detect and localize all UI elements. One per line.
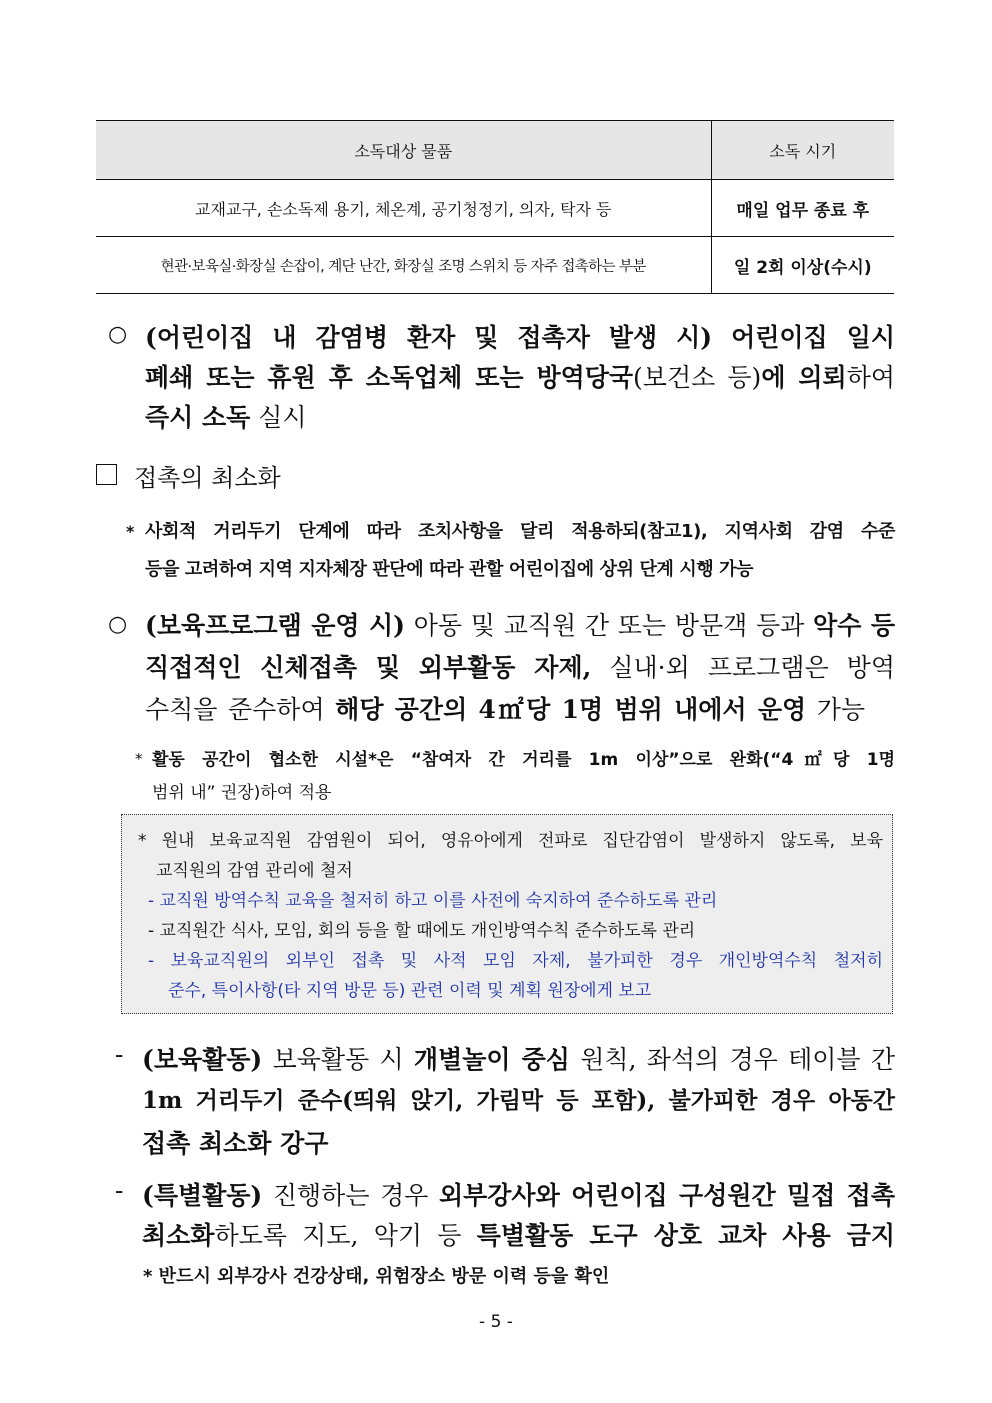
table-header-row — [96, 121, 894, 180]
sec3-line1-d: 원칙, 좌석의 경우 테이블 간 — [569, 1045, 895, 1074]
disinfection-table — [96, 120, 894, 294]
sec1-line1: (어린이집 내 감염병 환자 및 접촉자 발생 시) 어린이집 일시 — [145, 323, 895, 352]
sec1-line3-b: 실시 — [250, 403, 307, 432]
box-line5: - 보육교직원의 외부인 접촉 및 사적 모임 자제, 불가피한 경우 개인방역수칙 철저히 — [148, 951, 883, 971]
sec4-line1-a: (특별활동) — [142, 1181, 263, 1210]
sec2-line3-c: 가능 — [806, 695, 865, 724]
table-cell: 일 2회 이상(수시) — [711, 237, 894, 294]
note2-line2: 범위 내” 권장)하여 적용 — [152, 783, 332, 803]
page-number: - 5 - — [479, 1312, 513, 1332]
note1-line1: 사회적 거리두기 단계에 따라 조치사항을 달리 적용하되(참고1), 지역사회 감염 수준 — [145, 521, 895, 542]
table-header-timing: 소독 시기 — [711, 121, 894, 180]
sec2-line3-a: 수칙을 준수하여 — [145, 695, 336, 724]
circle-bullet: ○ — [108, 322, 128, 347]
sec4-note: * 반드시 외부강사 건강상태, 위험장소 방문 이력 등을 확인 — [143, 1266, 610, 1287]
sec4-line2-b: 하도록 지도, 악기 등 — [214, 1221, 477, 1250]
sec4-line1-c: 외부강사와 어린이집 구성원간 밀접 접촉 — [438, 1181, 895, 1210]
sec1-line2-c: 에 의뢰 — [761, 363, 847, 392]
sec1-line2 — [145, 358, 895, 394]
table-row — [96, 180, 894, 237]
table-cell: 현관·보육실·화장실 손잡이, 계단 난간, 화장실 조명 스위치 등 자주 접촉하는 부분 — [96, 237, 711, 294]
section-heading: 접촉의 최소화 — [134, 464, 281, 492]
note1-mark: * — [126, 522, 135, 541]
box-line1: * 원내 보육교직원 감염원이 되어, 영유아에게 전파로 집단감염이 발생하지 않도록, 보육 — [138, 831, 883, 851]
sec4-line1-b: 진행하는 경우 — [262, 1181, 439, 1210]
box-line4: - 교직원간 식사, 모임, 회의 등을 할 때에도 개인방역수칙 준수하도록 관리 — [148, 921, 696, 941]
note2-line1: 활동 공간이 협소한 시설*은 “참여자 간 거리를 1m 이상”으로 완화(“4㎡당 1명 — [152, 750, 895, 770]
sec1-line2-d: 하여 — [846, 363, 895, 392]
sec4-line2-a: 최소화 — [142, 1221, 215, 1250]
sec3-line1 — [142, 1040, 895, 1076]
circle-bullet: ○ — [108, 612, 128, 637]
sec1-line2-a: 폐쇄 또는 휴원 후 소독업체 또는 방역당국 — [145, 363, 634, 392]
dash-bullet: - — [115, 1040, 124, 1069]
sec1-line3 — [145, 398, 307, 434]
box-line2: 교직원의 감염 관리에 철저 — [156, 861, 353, 881]
sec4-line2 — [142, 1216, 895, 1252]
sec4-line1 — [142, 1176, 895, 1212]
sec2-line1 — [145, 606, 895, 642]
sec2-line1-b: 아동 및 교직원 간 또는 방문객 등과 — [405, 611, 814, 640]
sec2-line3 — [145, 690, 865, 726]
sec1-line3-a: 즉시 소독 — [145, 403, 251, 432]
box-line6: 준수, 특이사항(타 지역 방문 등) 관련 이력 및 계획 원장에게 보고 — [168, 981, 652, 1001]
table-cell: 매일 업무 종료 후 — [711, 180, 894, 237]
table-cell: 교재교구, 손소독제 용기, 체온계, 공기청정기, 의자, 탁자 등 — [96, 180, 711, 237]
sec2-line1-c: 악수 등 — [813, 611, 895, 640]
sec2-line2 — [145, 648, 895, 684]
sec2-line2-a: 직접적인 신체접촉 및 외부활동 자제, — [145, 653, 592, 682]
sec3-line1-b: 보육활동 시 — [262, 1045, 414, 1074]
sec3-line2: 1m 거리두기 준수(띄워 앉기, 가림막 등 포함), 불가피한 경우 아동간 — [142, 1087, 895, 1114]
checkbox-square-icon — [96, 464, 117, 485]
sec3-line3: 접촉 최소화 강구 — [142, 1129, 329, 1158]
sec1-line2-b: (보건소 등) — [633, 363, 762, 392]
dash-bullet: - — [115, 1176, 124, 1205]
table-row — [96, 237, 894, 294]
sec4-line2-c: 특별활동 도구 상호 교차 사용 금지 — [476, 1221, 895, 1250]
note2-mark: * — [135, 750, 143, 768]
sec3-line1-a: (보육활동) — [142, 1045, 263, 1074]
box-line3: - 교직원 방역수칙 교육을 철저히 하고 이를 사전에 숙지하여 준수하도록 관리 — [148, 891, 718, 911]
sec3-line1-c: 개별놀이 중심 — [413, 1045, 570, 1074]
sec2-line2-b: 실내·외 프로그램은 방역 — [591, 653, 895, 682]
table-header-items: 소독대상 물품 — [96, 121, 711, 180]
note1-line2: 등을 고려하여 지역 지자체장 판단에 따라 관할 어린이집에 상위 단계 시행 가능 — [145, 559, 754, 580]
sec2-line3-b: 해당 공간의 4㎡당 1명 범위 내에서 운영 — [335, 695, 807, 724]
sec2-line1-a: (보육프로그램 운영 시) — [145, 611, 406, 640]
